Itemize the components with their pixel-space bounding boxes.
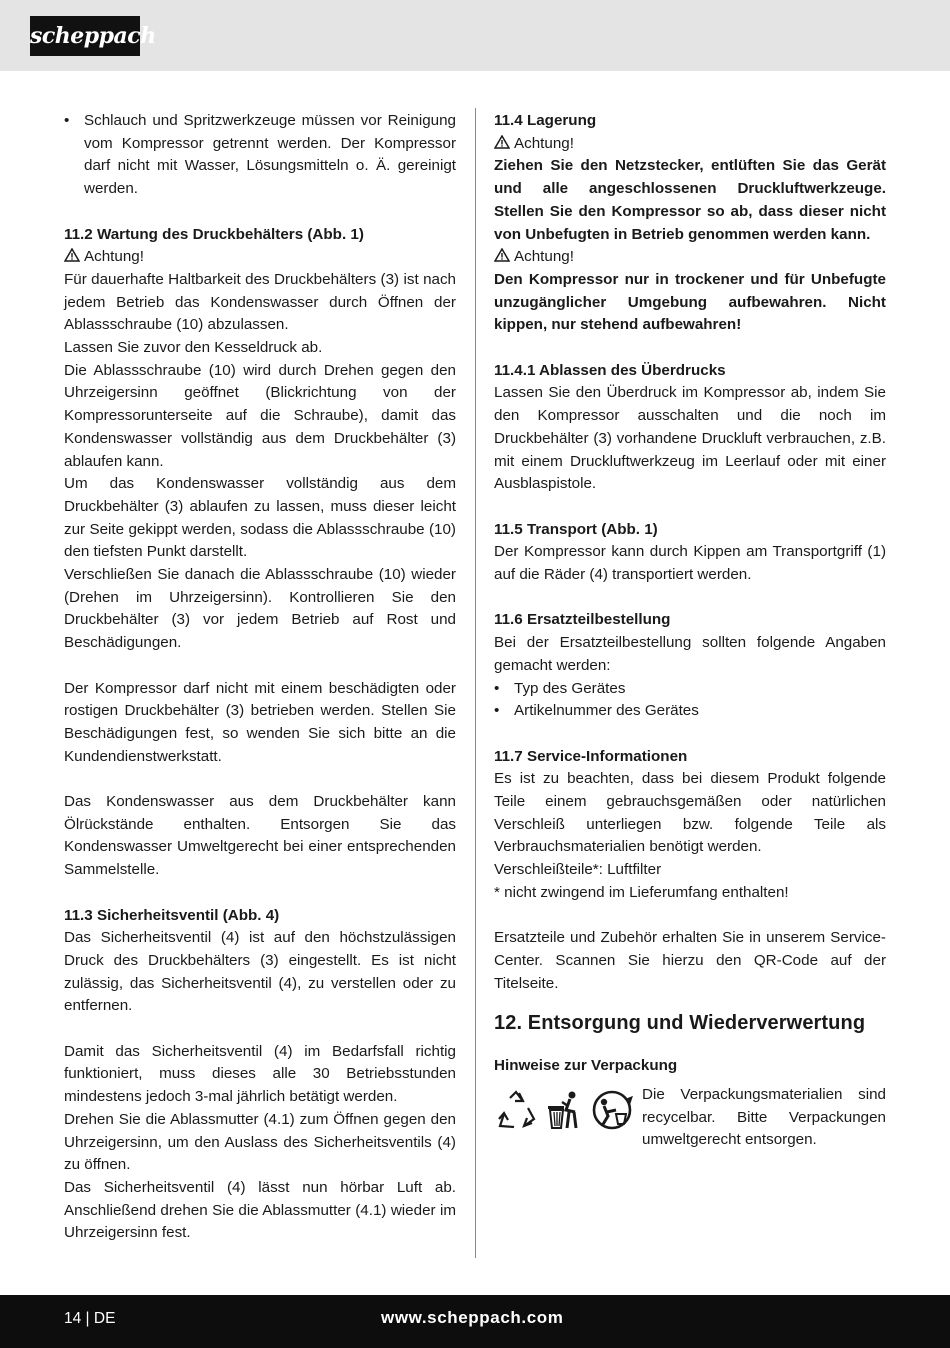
subheading-packaging: Hinweise zur Verpackung xyxy=(494,1057,678,1075)
paragraph: Das Sicherheitsventil (4) ist auf den höchstzulässigen Druck des Druckbehälters (3) eingestellt. Es ist nicht zulässig, das Sicherheitsventil (4), zu verstellen oder zu entfernen. xyxy=(64,929,456,1015)
section-heading-11-2: 11.2 Wartung des Druckbehälters (Abb. 1) xyxy=(64,225,364,243)
paragraph: Verschließen Sie danach die Ablassschraube (10) wieder (Drehen im Uhrzeigersinn). Kontrollieren Sie den Druckbehälter (3) vor jedem Betrieb auf Rost und Beschädigungen. xyxy=(64,566,456,652)
recycle-icon xyxy=(494,1088,538,1132)
section-heading-11-5: 11.5 Transport (Abb. 1) xyxy=(494,520,658,538)
warning-text: Achtung! xyxy=(514,248,574,266)
scheppach-logo: scheppach xyxy=(30,16,140,56)
section-heading-11-4-1: 11.4.1 Ablassen des Überdrucks xyxy=(494,361,726,379)
warning-triangle-icon xyxy=(494,248,510,262)
section-heading-11-4: 11.4 Lagerung xyxy=(494,112,597,129)
packaging-info xyxy=(494,1084,886,1152)
page-number: 14 | DE xyxy=(64,1310,116,1327)
paragraph: Bei der Ersatzteilbestellung sollten folgende Angaben gemacht werden: xyxy=(494,634,886,674)
warning-text: Achtung! xyxy=(514,134,574,152)
paragraph: Die Ablassschraube (10) wird durch Drehen gegen den Uhrzeigersinn geöffnet (Blickrichtung von der Kompressorunterseite auf die Schraube), damit das Kondenswasser vollständig aus dem Druckbehälter (3) ablaufen kann. xyxy=(64,361,456,470)
section-heading-11-3: 11.3 Sicherheitsventil (Abb. 4) xyxy=(64,906,280,924)
bullet-dot: • xyxy=(494,679,500,697)
warning-line xyxy=(494,133,886,156)
right-column xyxy=(494,110,886,1152)
list-item-text: Typ des Gerätes xyxy=(514,679,626,697)
paragraph: Der Kompressor kann durch Kippen am Transportgriff (1) auf die Räder (4) transportiert werden. xyxy=(494,543,886,584)
left-column xyxy=(64,110,456,1245)
paragraph: Ersatzteile und Zubehör erhalten Sie in unserem Service-Center. Scannen Sie hierzu den QR-Code auf der Titelseite. xyxy=(494,929,886,992)
warning-triangle-icon xyxy=(494,135,510,149)
list-item-text: Artikelnummer des Gerätes xyxy=(514,702,699,720)
warning-line xyxy=(494,246,886,269)
paragraph: Das Kondenswasser aus dem Druckbehälter kann Ölrückstände enthalten. Entsorgen Sie das Kondenswasser Umweltgerecht bei einer entsprechenden Sammelstelle. xyxy=(64,793,456,879)
paragraph: Verschleißteile*: Luftfilter xyxy=(494,861,662,879)
section-heading-11-7: 11.7 Service-Informationen xyxy=(494,747,688,765)
footer-bar xyxy=(0,1295,950,1348)
paragraph: Lassen Sie den Überdruck im Kompressor ab, indem Sie den Kompressor ausschalten und die noch im Druckbehälter (3) vorhandene Druckluft verbrauchen, z.B. mit einem Druckluftwerkzeug im Leerlauf oder mit einer Ausblaspistole. xyxy=(494,384,886,493)
bullet-dot: • xyxy=(64,112,70,129)
bold-warning-paragraph: Ziehen Sie den Netzstecker, entlüften Sie das Gerät und alle angeschlossenen Druckluftwerkzeuge. Stellen Sie den Kompressor so ab, dass dieser nicht von Unbefugten in Betrieb genommen werden kann. xyxy=(494,157,886,243)
list-item xyxy=(494,678,886,701)
bullet-dot: • xyxy=(494,702,500,720)
paragraph: Der Kompressor darf nicht mit einem beschädigten oder rostigen Druckbehälter (3) betrieben werden. Stellen Sie Beschädigungen fest, so wenden Sie sich bitte an die Kundendienstwerkstatt. xyxy=(64,679,456,765)
paragraph: Um das Kondenswasser vollständig aus dem Druckbehälter (3) ablaufen zu lassen, muss dieser leicht zur Seite gekippt werden, sodass die Ablassschraube (10) den tiefsten Punkt darstellt. xyxy=(64,475,456,561)
footer-url[interactable]: www.scheppach.com xyxy=(381,1308,564,1327)
paragraph: Es ist zu beachten, dass bei diesem Produkt folgende Teile einem gebrauchsgemäßen oder natürlichen Verschleiß unterliegen bzw. folgende Teile als Verbrauchsmaterialien benötigt werden. xyxy=(494,770,886,856)
paragraph: Für dauerhafte Haltbarkeit des Druckbehälters (3) ist nach jedem Betrieb das Kondenswasser durch Öffnen der Ablassschraube (10) abzulassen. xyxy=(64,270,456,334)
list-item xyxy=(64,110,456,201)
warning-triangle-icon xyxy=(64,248,80,262)
paragraph: Das Sicherheitsventil (4) lässt nun hörbar Luft ab. Anschließend drehen Sie die Ablassmutter (4.1) wieder im Uhrzeigersinn fest. xyxy=(64,1178,456,1242)
list-item xyxy=(494,700,886,723)
column-divider xyxy=(475,108,476,1258)
bold-warning-paragraph: Den Kompressor nur in trockener und für Unbefugte unzugänglicher Umgebung aufbewahren. Nicht kippen, nur stehend aufbewahren! xyxy=(494,270,886,334)
packaging-text: Die Verpackungsmaterialien sind recycelbar. Bitte Verpackungen umweltgerecht entsorgen. xyxy=(642,1086,886,1149)
recycling-person-icon xyxy=(590,1088,634,1132)
warning-line xyxy=(64,246,456,269)
warning-text: Achtung! xyxy=(84,248,144,266)
header-bar xyxy=(0,0,950,71)
section-heading-11-6: 11.6 Ersatzteilbestellung xyxy=(494,611,671,629)
list-item-text: Schlauch und Spritzwerkzeuge müssen vor Reinigung vom Kompressor getrennt werden. Der Kompressor darf nicht mit Wasser, Lösungsmitteln o. Ä. gereinigt werden. xyxy=(84,112,456,198)
paragraph: Damit das Sicherheitsventil (4) im Bedarfsfall richtig funktioniert, muss dieses alle 30 Betriebsstunden mindestens jedoch 3-mal jährlich betätigt werden. xyxy=(64,1042,456,1106)
paragraph: * nicht zwingend im Lieferumfang enthalten! xyxy=(494,883,789,901)
section-heading-12: 12. Entsorgung und Wiederverwertung xyxy=(494,1012,866,1035)
paragraph: Lassen Sie zuvor den Kesseldruck ab. xyxy=(64,339,323,357)
packaging-icons xyxy=(494,1084,642,1132)
paragraph: Drehen Sie die Ablassmutter (4.1) zum Öffnen gegen den Uhrzeigersinn, um den Auslass des Sicherheitsventils (4) zu öffnen. xyxy=(64,1110,456,1174)
trash-bin-icon xyxy=(542,1088,586,1132)
